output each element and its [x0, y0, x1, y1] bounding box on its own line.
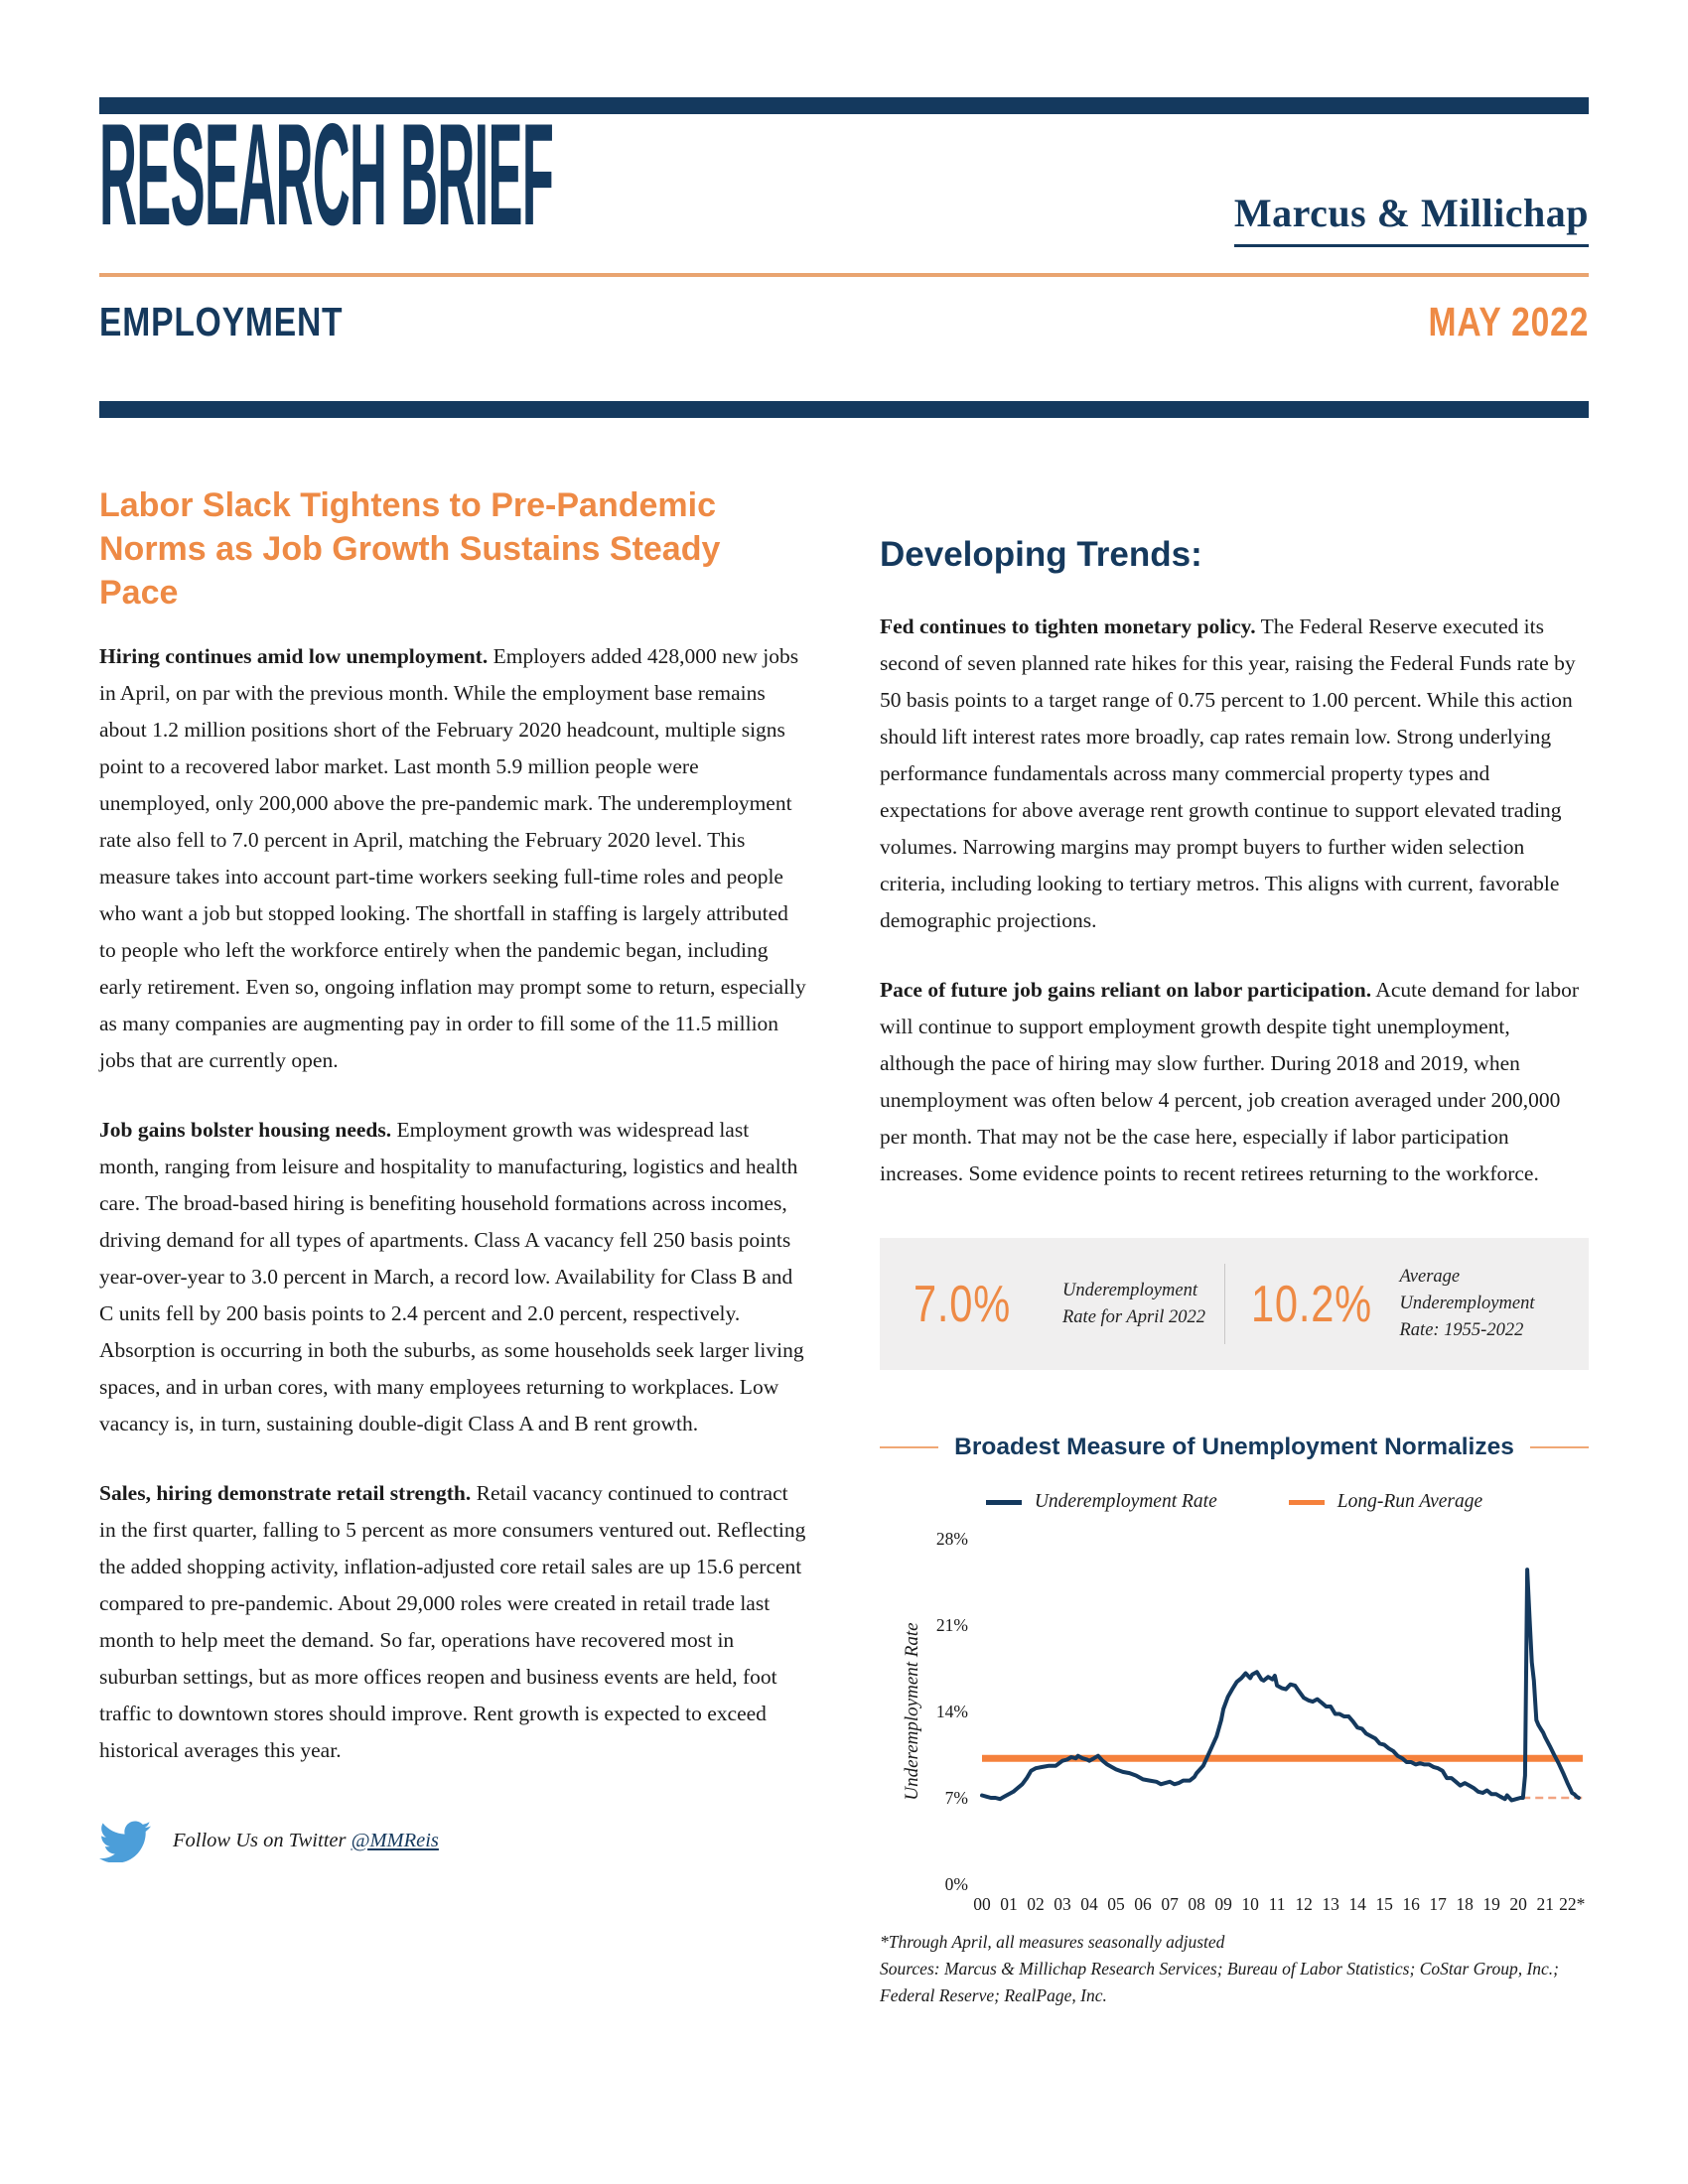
title-rule-right: [1530, 1446, 1589, 1448]
trends-heading: Developing Trends:: [880, 535, 1202, 574]
svg-text:19: 19: [1482, 1894, 1500, 1914]
article-headline: Labor Slack Tightens to Pre-Pandemic Norms as Job Growth Sustains Steady Pace: [99, 486, 721, 612]
svg-text:07: 07: [1161, 1894, 1179, 1914]
footnote-line: *Through April, all measures seasonally adjusted: [880, 1932, 1225, 1952]
stat-label: Average Underemployment Rate: 1955-2022: [1399, 1267, 1535, 1340]
paragraph-body: Acute demand for labor will continue to support employment growth despite tight unemployment, although the pace of hiring may slow further. During 2018 and 2019, when unemployment was often below 4 percent, job creation averaged under 200,000 per month. That may not be the case here, especially if labor participation increases. Some evidence points to recent retirees returning to the workforce.: [880, 978, 1580, 1185]
paragraph-lead: Fed continues to tighten monetary policy.: [880, 614, 1256, 638]
stat-callout-box: [880, 1238, 1589, 1370]
svg-text:7%: 7%: [944, 1788, 968, 1808]
svg-text:03: 03: [1054, 1894, 1071, 1914]
svg-text:05: 05: [1107, 1894, 1125, 1914]
svg-text:22*: 22*: [1559, 1894, 1586, 1914]
brand-title-wrap: [99, 93, 571, 255]
svg-text:18: 18: [1456, 1894, 1474, 1914]
stat-average-underemployment: [1251, 1264, 1556, 1344]
report-category: EMPLOYMENT: [99, 299, 344, 344]
svg-text:00: 00: [973, 1894, 991, 1914]
twitter-icon[interactable]: [99, 1819, 151, 1862]
twitter-handle-link[interactable]: @MMReis: [351, 1829, 439, 1851]
chart-legend: [880, 1491, 1589, 1513]
svg-text:13: 13: [1322, 1894, 1339, 1914]
chart-title: Broadest Measure of Unemployment Normalizes: [954, 1433, 1514, 1460]
svg-text:08: 08: [1188, 1894, 1205, 1914]
paragraph-body: Retail vacancy continued to contract in the first quarter, falling to 5 percent as more consumers ventured out. Reflecting the added shopping activity, inflation-adjusted core retail sales are up 15.6 percent compared to pre-pandemic. About 29,000 roles were created in retail trade last month to help meet the demand. So far, operations have recovered most in suburban settings, but as more offices reopen and business events are held, foot traffic to downtown stores should improve. Rent growth is expected to exceed historical averages this year.: [99, 1481, 806, 1762]
svg-text:21: 21: [1536, 1894, 1554, 1914]
article-paragraph: [99, 1112, 806, 1442]
paragraph-body: Employment growth was widespread last month, ranging from leisure and hospitality to manufacturing, logistics and health care. The broad-based hiring is benefiting household formations across incomes, driving demand for all types of apartments. Class A vacancy fell 250 basis points year-over-year to 3.0 percent in March, a record low. Availability for Class B and C units fell by 200 basis points to 2.4 percent and 2.0 percent, respectively. Absorption is occurring in both the suburbs, as some households seek larger living spaces, and in urban cores, with many employees returning to workplaces. Low vacancy is, in turn, sustaining double-digit Class A and B rent growth.: [99, 1118, 804, 1435]
article-paragraph: [99, 638, 806, 1079]
svg-text:21%: 21%: [935, 1615, 968, 1635]
report-date: MAY 2022: [1428, 299, 1589, 344]
svg-text:15: 15: [1375, 1894, 1393, 1914]
stat-value: 7.0%: [914, 1275, 1012, 1333]
main-columns: [99, 483, 1589, 2009]
title-rule-left: [880, 1446, 938, 1448]
stat-underemployment-april: [914, 1275, 1218, 1334]
svg-text:14: 14: [1348, 1894, 1366, 1914]
svg-text:11: 11: [1268, 1894, 1286, 1914]
svg-text:17: 17: [1429, 1894, 1447, 1914]
paragraph-lead: Hiring continues amid low unemployment.: [99, 644, 489, 668]
paragraph-body: The Federal Reserve executed its second of seven planned rate hikes for this year, raising the Federal Funds rate by 50 basis points to a target range of 0.75 percent to 1.00 percent. While this action should lift interest rates more broadly, cap rates remain low. Strong underlying performance fundamentals across many commercial property types and expectations for above average rent growth continue to support elevated trading volumes. Narrowing margins may prompt buyers to further widen selection criteria, including looking to tertiary metros. This aligns with current, favorable demographic projections.: [880, 614, 1576, 932]
category-row: [99, 299, 1589, 345]
unemployment-line-chart: [880, 1529, 1589, 1918]
svg-text:12: 12: [1295, 1894, 1313, 1914]
svg-text:20: 20: [1509, 1894, 1527, 1914]
svg-text:04: 04: [1080, 1894, 1098, 1914]
svg-text:0%: 0%: [944, 1874, 968, 1894]
article-paragraph: [99, 1475, 806, 1769]
svg-text:14%: 14%: [935, 1702, 968, 1721]
right-column: [880, 483, 1589, 2009]
legend-item-underemployment: Underemployment Rate: [986, 1491, 1217, 1513]
stat-label: Underemployment Rate for April 2022: [1062, 1280, 1206, 1327]
chart-title-row: [880, 1433, 1589, 1461]
svg-text:01: 01: [1000, 1894, 1018, 1914]
svg-text:10: 10: [1241, 1894, 1259, 1914]
legend-swatch-orange: [1289, 1500, 1325, 1505]
svg-text:06: 06: [1134, 1894, 1152, 1914]
sources-line: Sources: Marcus & Millichap Research Services; Bureau of Labor Statistics; CoStar Group, Inc.; Federal Reserve; RealPage, Inc.: [880, 1959, 1560, 2005]
twitter-follow-row: [99, 1819, 806, 1862]
svg-text:16: 16: [1402, 1894, 1420, 1914]
svg-text:28%: 28%: [935, 1529, 968, 1549]
paragraph-lead: Pace of future job gains reliant on labor participation.: [880, 978, 1372, 1002]
follow-text: Follow Us on Twitter @MMReis: [173, 1829, 439, 1851]
paragraph-body: Employers added 428,000 new jobs in April, on par with the previous month. While the employment base remains about 1.2 million positions short of the February 2020 headcount, multiple signs point to a recovered labor market. Last month 5.9 million people were unemployed, only 200,000 above the pre-pandemic mark. The underemployment rate also fell to 7.0 percent in April, matching the February 2020 level. This measure takes into account part-time workers seeking full-time roles and people who want a job but stopped looking. The shortfall in staffing is largely attributed to people who left the workforce entirely when the pandemic began, including early retirement. Even so, ongoing inflation may prompt some to return, especially as many companies are augmenting pay in order to fill some of the 11.5 million jobs that are currently open.: [99, 644, 806, 1072]
left-column: [99, 483, 806, 2009]
paragraph-lead: Sales, hiring demonstrate retail strength.: [99, 1481, 472, 1505]
svg-text:Underemployment Rate: Underemployment Rate: [902, 1622, 922, 1801]
stat-value: 10.2%: [1250, 1275, 1372, 1333]
brand-title: RESEARCH BRIEF: [99, 93, 554, 255]
chart-area: [880, 1529, 1589, 1923]
stat-divider: [1224, 1264, 1225, 1344]
trends-paragraph: [880, 609, 1589, 939]
legend-swatch-navy: [986, 1500, 1022, 1505]
legend-item-long-run-average: Long-Run Average: [1289, 1491, 1482, 1513]
section-divider-bar: [99, 401, 1589, 418]
paragraph-lead: Job gains bolster housing needs.: [99, 1118, 392, 1142]
chart-block: [880, 1433, 1589, 2009]
masthead-row: [99, 93, 1589, 277]
svg-text:09: 09: [1214, 1894, 1232, 1914]
trends-paragraph: [880, 972, 1589, 1192]
company-logo: Marcus & Millichap: [1234, 190, 1589, 247]
svg-text:02: 02: [1027, 1894, 1045, 1914]
chart-footnotes: [880, 1929, 1589, 2009]
